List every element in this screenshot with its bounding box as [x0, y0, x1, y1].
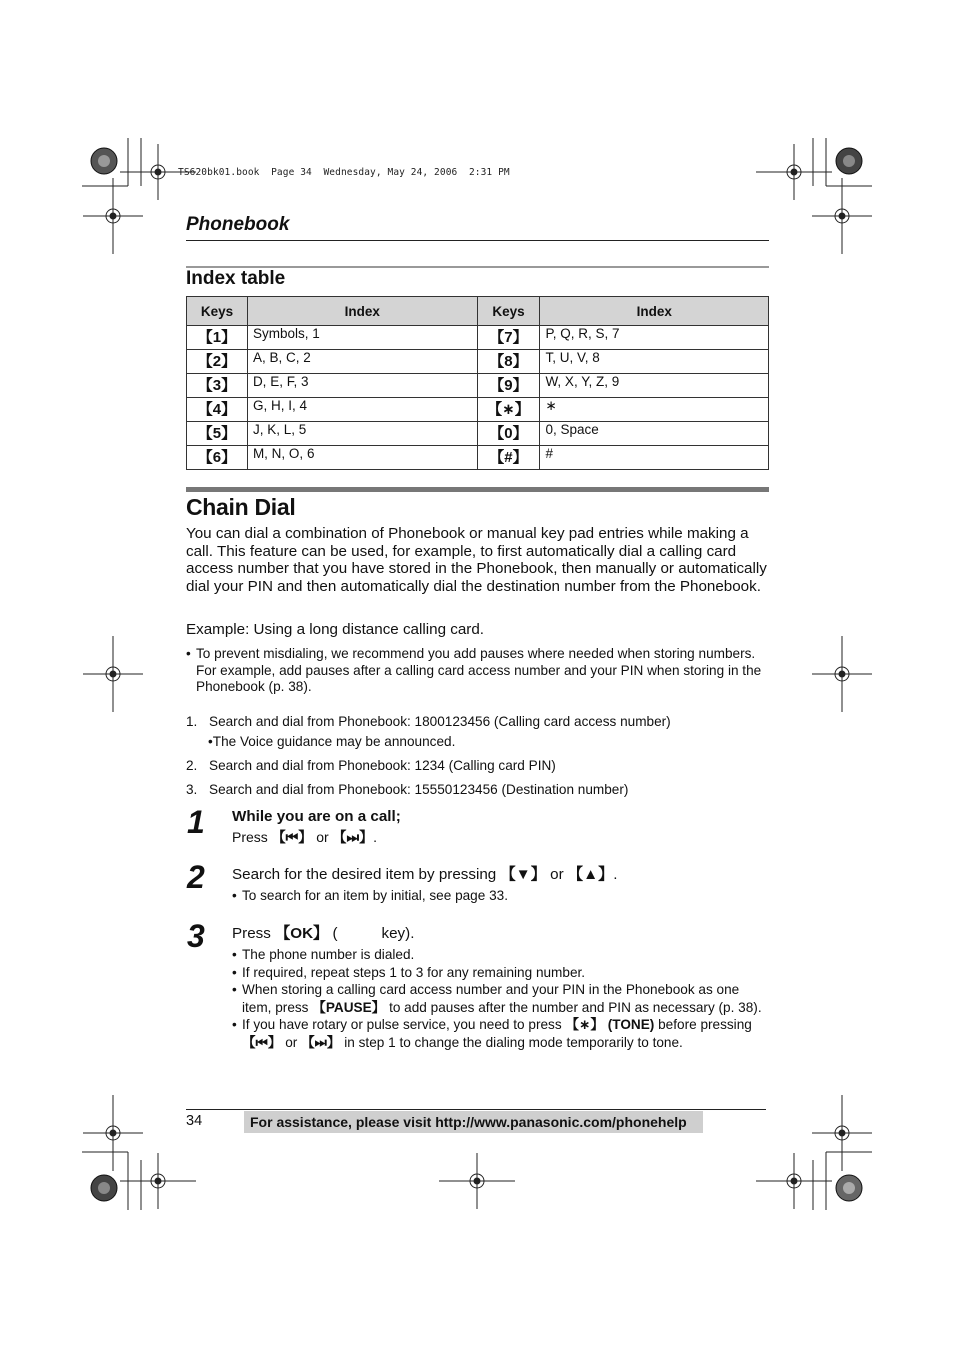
key-cell: 【9】 — [477, 374, 540, 398]
step-2-bullet — [232, 888, 618, 905]
or-text: or — [285, 1034, 298, 1050]
column-header: Index — [540, 297, 769, 326]
step-2-content — [232, 863, 618, 905]
index-cell: G, H, I, 4 — [247, 398, 477, 422]
index-cell: # — [540, 446, 769, 470]
example-list — [186, 714, 771, 806]
step-1-heading: While you are on a call; — [232, 808, 401, 825]
period: . — [613, 866, 618, 883]
key-cell: 【∗】 — [477, 398, 540, 422]
page-number: 34 — [186, 1113, 203, 1129]
after-text: key). — [381, 925, 415, 942]
index-cell: P, Q, R, S, 7 — [540, 326, 769, 350]
chain-dial-rule — [186, 487, 769, 492]
list-text: Search and dial from Phonebook: 15550123456 (Destination number) — [209, 782, 629, 797]
step-1-instruction — [232, 827, 401, 847]
index-table-header-row — [187, 297, 769, 326]
bullet-text: The phone number is dialed. — [242, 947, 415, 962]
key-cell: 【4】 — [187, 398, 248, 422]
index-cell: T, U, V, 8 — [540, 350, 769, 374]
pause-key: 【PAUSE】 — [312, 999, 386, 1015]
list-number: 1. — [186, 714, 198, 729]
step-2-instruction — [232, 863, 618, 884]
key-cell: 【1】 — [187, 326, 248, 350]
step-3-bullets — [232, 946, 772, 1052]
index-cell: ∗ — [540, 398, 769, 422]
step-1-content — [232, 808, 401, 847]
bullet-text: When storing a calling card access number and your PIN in the Phonebook as one item, press — [242, 982, 740, 1015]
paren-open: ( — [332, 925, 338, 942]
index-cell: M, N, O, 6 — [247, 446, 477, 470]
index-cell: J, K, L, 5 — [247, 422, 477, 446]
step-number: 1 — [187, 804, 205, 840]
table-row — [187, 422, 769, 446]
bullet-text: in step 1 to change the dialing mode temporarily to tone. — [344, 1034, 683, 1050]
key-cell: 【3】 — [187, 374, 248, 398]
skip-forward-key: 【⏭】 — [332, 829, 374, 845]
bullet-item — [232, 981, 770, 1016]
step-3-instruction — [232, 922, 772, 943]
table-row — [187, 350, 769, 374]
step-2-text: Search for the desired item by pressing — [232, 866, 497, 883]
press-text: Press — [232, 925, 271, 942]
bullet-item — [232, 964, 772, 982]
index-cell: D, E, F, 3 — [247, 374, 477, 398]
section-divider — [186, 240, 769, 241]
key-cell: 【5】 — [187, 422, 248, 446]
print-header: TS620bk01.book Page 34 Wednesday, May 24, 2006 2:31 PM — [178, 167, 510, 178]
step-number: 2 — [187, 859, 205, 895]
ok-key: 【OK】 — [275, 925, 329, 942]
bullet-item — [232, 1016, 770, 1051]
down-key: 【▼】 — [500, 866, 546, 883]
list-subitem: •The Voice guidance may be announced. — [208, 734, 456, 749]
bullet-text: If you have rotary or pulse service, you need to press — [242, 1017, 562, 1033]
chain-dial-intro: You can dial a combination of Phonebook or manual key pad entries while making a call. This feature can be used, for example, to first automatically dial a calling card access number that you have stored in the Phonebook, then manually or automatically dial your PIN and then automatically dial the destination number from the Phonebook. — [186, 525, 767, 595]
section-title: Phonebook — [186, 214, 290, 235]
tone-key: 【∗】 (TONE) — [565, 1017, 655, 1033]
list-item — [186, 714, 771, 734]
table-row — [187, 398, 769, 422]
list-text: Search and dial from Phonebook: 1234 (Calling card PIN) — [209, 758, 556, 773]
key-cell: 【8】 — [477, 350, 540, 374]
list-number: 3. — [186, 782, 198, 797]
index-cell: 0, Space — [540, 422, 769, 446]
chain-dial-title: Chain Dial — [186, 494, 296, 520]
step-3-content — [232, 922, 772, 1052]
list-item — [186, 782, 771, 806]
index-cell: A, B, C, 2 — [247, 350, 477, 374]
key-cell: 【0】 — [477, 422, 540, 446]
footer-divider — [186, 1109, 766, 1110]
or-text: or — [550, 866, 564, 883]
index-cell: W, X, Y, Z, 9 — [540, 374, 769, 398]
bullet-text: If required, repeat steps 1 to 3 for any remaining number. — [242, 964, 586, 980]
skip-back-key: 【⏮】 — [271, 829, 313, 845]
up-key: 【▲】 — [567, 866, 614, 883]
index-cell: Symbols, 1 — [247, 326, 477, 350]
bullet-text: before pressing — [658, 1017, 752, 1033]
key-cell: 【2】 — [187, 350, 248, 374]
list-text: Search and dial from Phonebook: 1800123456 (Calling card access number) — [209, 714, 671, 729]
bullet-item — [232, 946, 772, 964]
bullet-text: To search for an item by initial, see page 33. — [242, 888, 508, 903]
assistance-banner: For assistance, please visit http://www.panasonic.com/phonehelp — [244, 1111, 703, 1133]
key-cell: 【#】 — [477, 446, 540, 470]
tip-text: To prevent misdialing, we recommend you add pauses where needed when storing numbers. For example, add pauses after a calling card access number and your PIN when storing in the Phonebook (p. 38). — [196, 646, 762, 694]
skip-forward-key: 【⏭】 — [301, 1034, 341, 1050]
bullet-text: to add pauses after the number and PIN as necessary (p. 38). — [389, 999, 762, 1015]
column-header: Index — [247, 297, 477, 326]
press-text: Press — [232, 829, 268, 845]
example-line: Example: Using a long distance calling card. — [186, 621, 485, 638]
index-table-heading: Index table — [186, 268, 286, 289]
list-item — [186, 758, 771, 782]
list-number: 2. — [186, 758, 198, 773]
table-row — [187, 374, 769, 398]
column-header: Keys — [187, 297, 248, 326]
skip-back-key: 【⏮】 — [242, 1034, 282, 1050]
tip-bullet — [186, 646, 776, 696]
or-text: or — [316, 829, 329, 845]
period: . — [373, 829, 378, 845]
column-header: Keys — [477, 297, 540, 326]
step-number: 3 — [187, 918, 205, 954]
key-cell: 【6】 — [187, 446, 248, 470]
index-table — [186, 296, 769, 470]
key-cell: 【7】 — [477, 326, 540, 350]
table-row — [187, 446, 769, 470]
table-row — [187, 326, 769, 350]
